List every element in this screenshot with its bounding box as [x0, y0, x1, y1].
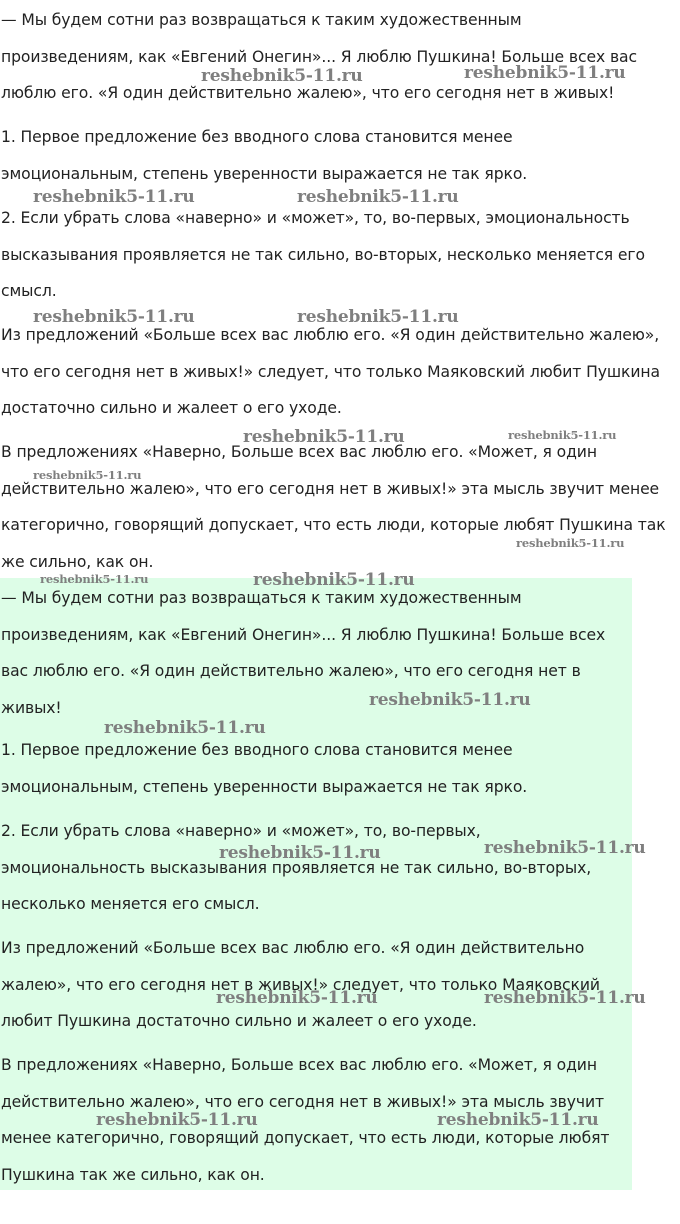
- text-line: действительно жалею», что его сегодня нет в живых!» эта мысль звучит: [1, 1092, 604, 1111]
- text-line: эмоциональным, степень уверенности выражается не так ярко.: [1, 164, 528, 183]
- text-line: Пушкина так же сильно, как он.: [1, 1165, 265, 1184]
- text-line: 2. Если убрать слова «наверно» и «может», то, во-первых, эмоциональность: [1, 209, 630, 227]
- text-line: 1. Первое предложение без вводного слова становится менее: [1, 741, 513, 759]
- answer-paragraph-4: [1, 434, 666, 580]
- answer-paragraph-1: [1, 119, 527, 192]
- text-line: действительно жалею», что его сегодня нет в живых!» эта мысль звучит менее: [1, 479, 660, 498]
- text-line: 1. Первое предложение без вводного слова становится менее: [1, 128, 513, 146]
- text-line: эмоциональность высказывания проявляется не так сильно, во-вторых,: [1, 858, 592, 877]
- watermark: reshebnik5-11.ru: [464, 63, 626, 83]
- text-line: живых!: [1, 698, 62, 717]
- text-line: Из предложений «Больше всех вас люблю его. «Я один действительно: [1, 939, 585, 957]
- watermark: reshebnik5-11.ru: [369, 690, 531, 710]
- answer-paragraph-3: [1, 930, 600, 1040]
- answer-block-highlighted: [0, 578, 632, 1190]
- text-line: В предложениях «Наверно, Больше всех вас люблю его. «Может, я один: [1, 1056, 597, 1074]
- watermark: reshebnik5-11.ru: [33, 307, 195, 327]
- watermark: reshebnik5-11.ru: [96, 1110, 258, 1130]
- quote-paragraph: [1, 2, 637, 112]
- text-line: менее категорично, говорящий допускает, что есть люди, которые любят: [1, 1129, 610, 1147]
- watermark: reshebnik5-11.ru: [40, 572, 149, 586]
- watermark: reshebnik5-11.ru: [297, 187, 459, 207]
- text-line: произведениям, как «Евгений Онегин»... Я люблю Пушкина! Больше всех вас: [1, 47, 637, 66]
- watermark: reshebnik5-11.ru: [484, 838, 646, 858]
- text-line: 2. Если убрать слова «наверно» и «может», то, во-первых,: [1, 822, 481, 840]
- text-line: несколько меняется его смысл.: [1, 895, 260, 913]
- answer-paragraph-2: [1, 813, 591, 923]
- text-line: жалею», что его сегодня нет в живых!» следует, что только Маяковский: [1, 975, 600, 994]
- answer-paragraph-1: [1, 732, 527, 805]
- text-line: достаточно сильно и жалеет о его уходе.: [1, 399, 342, 417]
- text-line: — Мы будем сотни раз возвращаться к таким художественным: [1, 11, 522, 29]
- watermark: reshebnik5-11.ru: [508, 428, 617, 442]
- answer-paragraph-3: [1, 317, 660, 427]
- text-line: эмоциональным, степень уверенности выражается не так ярко.: [1, 777, 528, 796]
- text-line: люблю его. «Я один действительно жалею», что его сегодня нет в живых!: [1, 84, 615, 102]
- watermark: reshebnik5-11.ru: [219, 843, 381, 863]
- watermark: reshebnik5-11.ru: [516, 536, 625, 550]
- text-line: что его сегодня нет в живых!» следует, что только Маяковский любит Пушкина: [1, 362, 660, 381]
- watermark: reshebnik5-11.ru: [33, 187, 195, 207]
- text-line: категорично, говорящий допускает, что есть люди, которые любят Пушкина так: [1, 516, 666, 534]
- text-line: произведениям, как «Евгений Онегин»... Я люблю Пушкина! Больше всех: [1, 625, 606, 644]
- watermark: reshebnik5-11.ru: [253, 570, 415, 590]
- watermark: reshebnik5-11.ru: [104, 718, 266, 738]
- watermark: reshebnik5-11.ru: [216, 988, 378, 1008]
- answer-paragraph-2: [1, 200, 645, 310]
- watermark: reshebnik5-11.ru: [243, 427, 405, 447]
- text-line: В предложениях «Наверно, Больше всех вас люблю его. «Может, я один: [1, 443, 597, 461]
- text-line: высказывания проявляется не так сильно, во-вторых, несколько меняется его: [1, 245, 645, 264]
- text-line: смысл.: [1, 282, 57, 300]
- text-line: Из предложений «Больше всех вас люблю его. «Я один действительно жалею»,: [1, 326, 660, 344]
- watermark: reshebnik5-11.ru: [484, 988, 646, 1008]
- watermark: reshebnik5-11.ru: [201, 66, 363, 86]
- watermark: reshebnik5-11.ru: [297, 307, 459, 327]
- text-line: же сильно, как он.: [1, 552, 154, 571]
- watermark: reshebnik5-11.ru: [33, 468, 142, 482]
- text-line: — Мы будем сотни раз возвращаться к таким художественным: [1, 589, 522, 607]
- text-line: вас люблю его. «Я один действительно жалею», что его сегодня нет в: [1, 662, 581, 680]
- text-line: любит Пушкина достаточно сильно и жалеет о его уходе.: [1, 1012, 477, 1030]
- watermark: reshebnik5-11.ru: [437, 1110, 599, 1130]
